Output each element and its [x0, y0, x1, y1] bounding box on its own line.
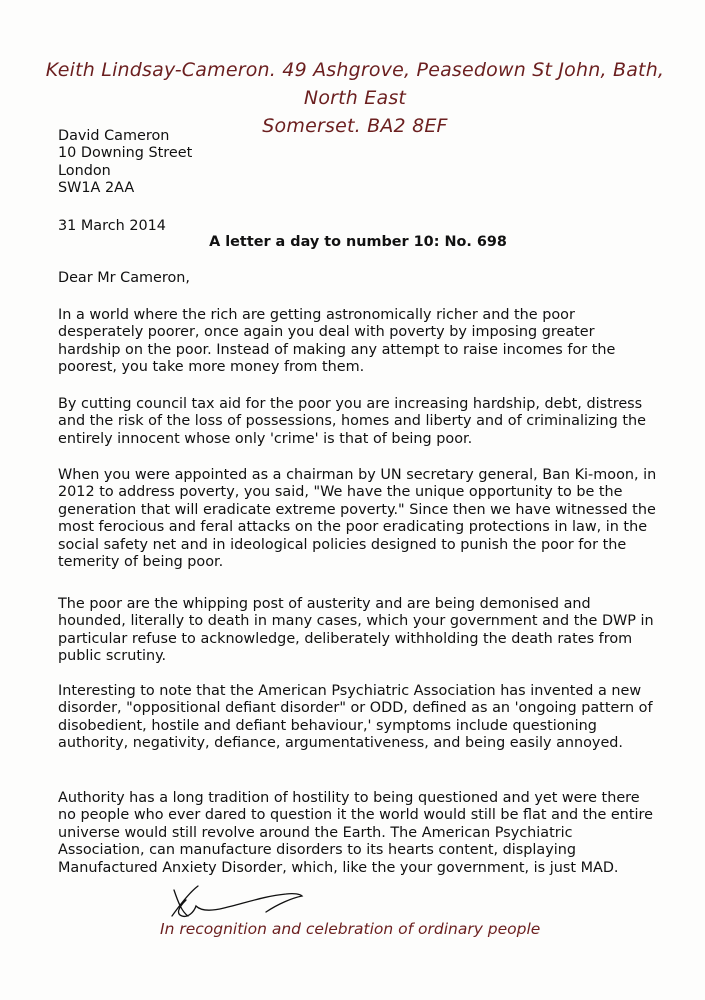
- paragraph-5: Interesting to note that the American Psychiatric Association has invented a new disorder, "oppositional defiant disorder" or ODD, defined as an 'ongoing pattern of disobedient, hostile and defiant behaviour,' symptoms include questioning authority, negativity, defiance, argumentativeness, and being easily annoyed.: [58, 683, 653, 752]
- recipient-city: London: [58, 162, 111, 179]
- paragraph-6: Authority has a long tradition of hostility to being questioned and yet were there no people who ever dared to question it the world would still be flat and the entire universe would still revolve around the Earth. The American Psychiatric Association, can manufacture disorders to its hearts content, displaying Manufactured Anxiety Disorder, which, like the your government, is just MAD.: [58, 790, 654, 876]
- paragraph-3: When you were appointed as a chairman by UN secretary general, Ban Ki-moon, in 2012 to address poverty, you said, "We have the unique opportunity to be the generation that will eradicate extreme poverty." Since then we have witnessed the most ferocious and feral attacks on the poor eradicating protections in law, in the social safety net and in ideological policies designed to punish the poor for the temerity of being poor.: [58, 467, 657, 571]
- tagline: In recognition and celebration of ordinary people: [160, 920, 541, 938]
- letterhead-line-1: Keith Lindsay-Cameron. 49 Ashgrove, Peasedown St John, Bath, North East: [45, 59, 665, 109]
- paragraph-2: By cutting council tax aid for the poor you are increasing hardship, debt, distress and the risk of the loss of possessions, homes and liberty and of criminalizing the entirely innocent whose only 'crime' is that of being poor.: [58, 396, 646, 447]
- recipient-postcode: SW1A 2AA: [58, 180, 135, 197]
- letterhead-line-2: Somerset. BA2 8EF: [262, 115, 448, 137]
- letter-subject: A letter a day to number 10: No. 698: [209, 234, 507, 250]
- paragraph-4: The poor are the whipping post of austerity and are being demonised and hounded, literally to death in many cases, which your government and the DWP in particular refuse to acknowledge, deliberately withholding the death rates from public scrutiny.: [58, 596, 654, 665]
- recipient-address: [58, 128, 658, 198]
- recipient-street: 10 Downing Street: [58, 145, 193, 162]
- greeting: Dear Mr Cameron,: [58, 270, 190, 286]
- handwritten-signature: [168, 882, 308, 922]
- paragraph-1: In a world where the rich are getting astronomically richer and the poor desperately poorer, once again you deal with poverty by imposing greater hardship on the poor. Instead of making any attempt to raise incomes for the poorest, you take more money from them.: [58, 307, 616, 376]
- recipient-name: David Cameron: [58, 128, 170, 144]
- letter-date: 31 March 2014: [58, 218, 166, 234]
